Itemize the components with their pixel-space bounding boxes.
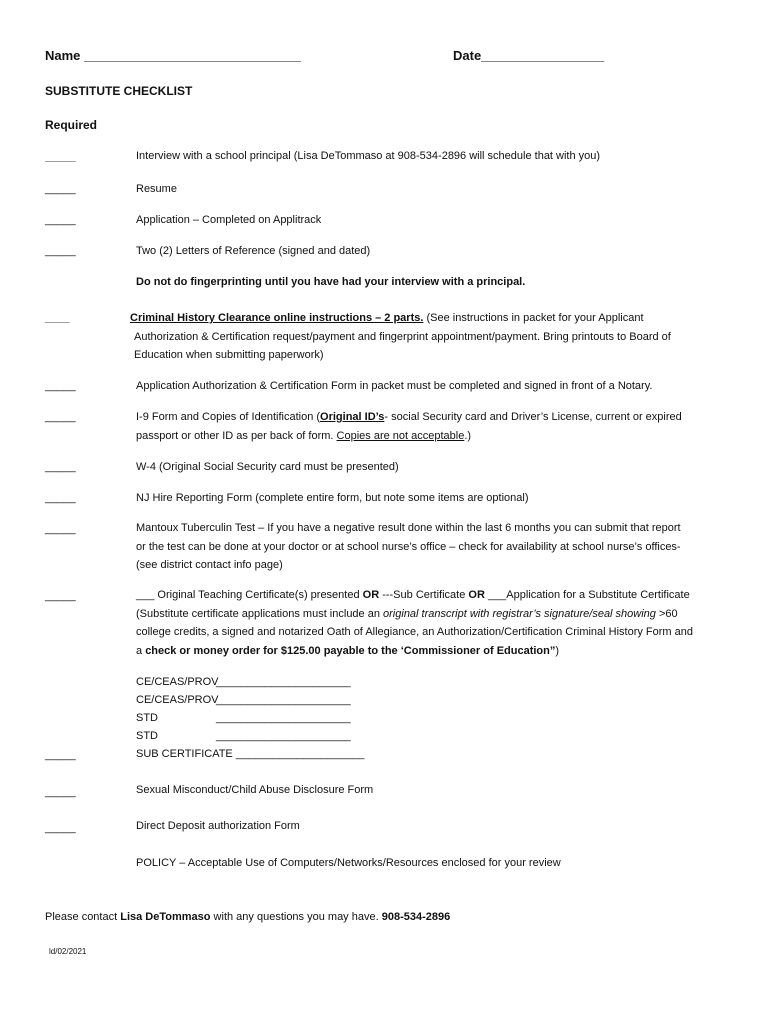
fingerprint-note: Do not do fingerprinting until you have had your interview with a principal.: [136, 276, 526, 288]
transcript-requirement: original transcript with registrar’s signature/seal showing: [383, 608, 656, 620]
page-title: SUBSTITUTE CHECKLIST: [45, 84, 193, 98]
cert-code-label: SUB CERTIFICATE: [136, 748, 233, 760]
criminal-history-text: (See instructions in packet for your Applicant: [423, 312, 644, 324]
cert-code-row: [136, 727, 351, 745]
item-i9: [136, 408, 682, 427]
item-interview: Interview with a school principal (Lisa DeTommaso at 908-534-2896 will schedule that with you): [136, 150, 601, 162]
cert-code-line: ______________________: [216, 712, 351, 724]
item-mantoux-line3: (see district contact info page): [136, 559, 283, 571]
item-teaching-line2: [136, 605, 678, 624]
item-sexual-misconduct: Sexual Misconduct/Child Abuse Disclosure Form: [136, 784, 374, 796]
document-code: ld/02/2021: [49, 947, 87, 956]
date-field-label: Date_________________: [453, 48, 605, 63]
i9-copies-note: Copies are not acceptable: [336, 430, 465, 442]
i9-text-2: - social Security card and Driver’s License, current or expired: [384, 411, 682, 423]
payment-requirement: check or money order for $125.00 payable to the ‘Commissioner of Education”: [145, 645, 556, 657]
checkbox-blank: _____: [45, 245, 76, 257]
required-heading: Required: [45, 118, 98, 132]
contact-text-2: with any questions you may have.: [210, 911, 382, 923]
item-teaching-cert: [136, 586, 690, 605]
item-mantoux-line2: or the test can be done at your doctor or at school nurse’s office – check for availability at school nurse’s offices-: [136, 541, 681, 553]
or-label: OR: [468, 589, 485, 601]
criminal-history-line3: Education when submitting paperwork): [134, 349, 324, 361]
checkbox-blank: _____: [45, 214, 76, 226]
checkbox-blank: _____: [45, 749, 76, 761]
checkbox-blank: ____: [45, 312, 70, 324]
checkbox-blank: _____: [45, 151, 76, 163]
item-i9-line2: [136, 427, 471, 446]
cert-code-line: ______________________: [216, 694, 351, 706]
or-label: OR: [362, 589, 380, 601]
checkbox-blank: _____: [45, 492, 76, 504]
item-teaching-line4: [136, 642, 559, 661]
item-resume: Resume: [136, 183, 177, 195]
cert-code-label: STD: [136, 712, 158, 724]
teaching-line2-text: (Substitute certificate applications must include an: [136, 608, 384, 620]
item-w4: W-4 (Original Social Security card must be presented): [136, 461, 399, 473]
teaching-cert-text: ___ Original Teaching Certificate(s) presented: [136, 589, 363, 601]
criminal-history-line2: Authorization & Certification request/payment and fingerprint appointment/payment. Bring printouts to Board of: [134, 331, 671, 343]
i9-original-ids: Original ID’s: [320, 411, 385, 423]
item-teaching-line3: college credits, a signed and notarized Oath of Allegiance, an Authorization/Certification Criminal History Form and: [136, 626, 694, 638]
checkbox-blank: _____: [45, 822, 76, 834]
checkbox-blank: _____: [45, 590, 76, 602]
cert-code-line: _____________________: [235, 748, 365, 760]
item-references: Two (2) Letters of Reference (signed and dated): [136, 245, 371, 257]
cert-code-row: [136, 745, 364, 763]
checkbox-blank: _____: [45, 786, 76, 798]
criminal-history-title: Criminal History Clearance online instructions – 2 parts.: [130, 312, 424, 324]
checkbox-blank: _____: [45, 183, 76, 195]
item-app-authorization: Application Authorization & Certification Form in packet must be completed and signed in front of a Notary.: [136, 380, 653, 392]
item-criminal-history: [130, 309, 644, 328]
checkbox-blank: _____: [45, 461, 76, 473]
teaching-cert-text-3: ___Application for a Substitute Certificate: [484, 589, 690, 601]
cert-code-label: CE/CEAS/PROV: [136, 694, 219, 706]
cert-code-row: [136, 673, 351, 691]
item-mantoux: Mantoux Tuberculin Test – If you have a negative result done within the last 6 months you can submit that report: [136, 522, 681, 534]
item-nj-hire: NJ Hire Reporting Form (complete entire form, but note some items are optional): [136, 492, 529, 504]
contact-text: Please contact: [45, 911, 121, 923]
i9-line2-text: passport or other ID as per back of form.: [136, 430, 337, 442]
cert-code-line: ______________________: [216, 676, 351, 688]
item-policy: POLICY – Acceptable Use of Computers/Networks/Resources enclosed for your review: [136, 857, 561, 869]
cert-code-row: [136, 709, 351, 727]
checkbox-blank: _____: [45, 411, 76, 423]
item-direct-deposit: Direct Deposit authorization Form: [136, 820, 300, 832]
contact-name: Lisa DeTommaso: [120, 911, 211, 923]
i9-text: I-9 Form and Copies of Identification (: [136, 411, 321, 423]
checkbox-blank: _____: [45, 523, 76, 535]
teaching-line2-end: >60: [655, 608, 678, 620]
cert-code-row: [136, 691, 351, 709]
teaching-cert-text-2: ---Sub Certificate: [379, 589, 469, 601]
name-field-label: Name ______________________________: [45, 48, 301, 63]
checkbox-blank: _____: [45, 380, 76, 392]
cert-code-label: STD: [136, 730, 158, 742]
contact-line: [45, 908, 450, 927]
contact-phone: 908-534-2896: [381, 911, 451, 923]
teaching-line4-text: a: [136, 645, 146, 657]
cert-code-line: ______________________: [216, 730, 351, 742]
teaching-line4-end: ): [555, 645, 560, 657]
cert-code-label: CE/CEAS/PROV: [136, 676, 219, 688]
item-application: Application – Completed on Applitrack: [136, 214, 322, 226]
i9-line2-end: .): [464, 430, 472, 442]
